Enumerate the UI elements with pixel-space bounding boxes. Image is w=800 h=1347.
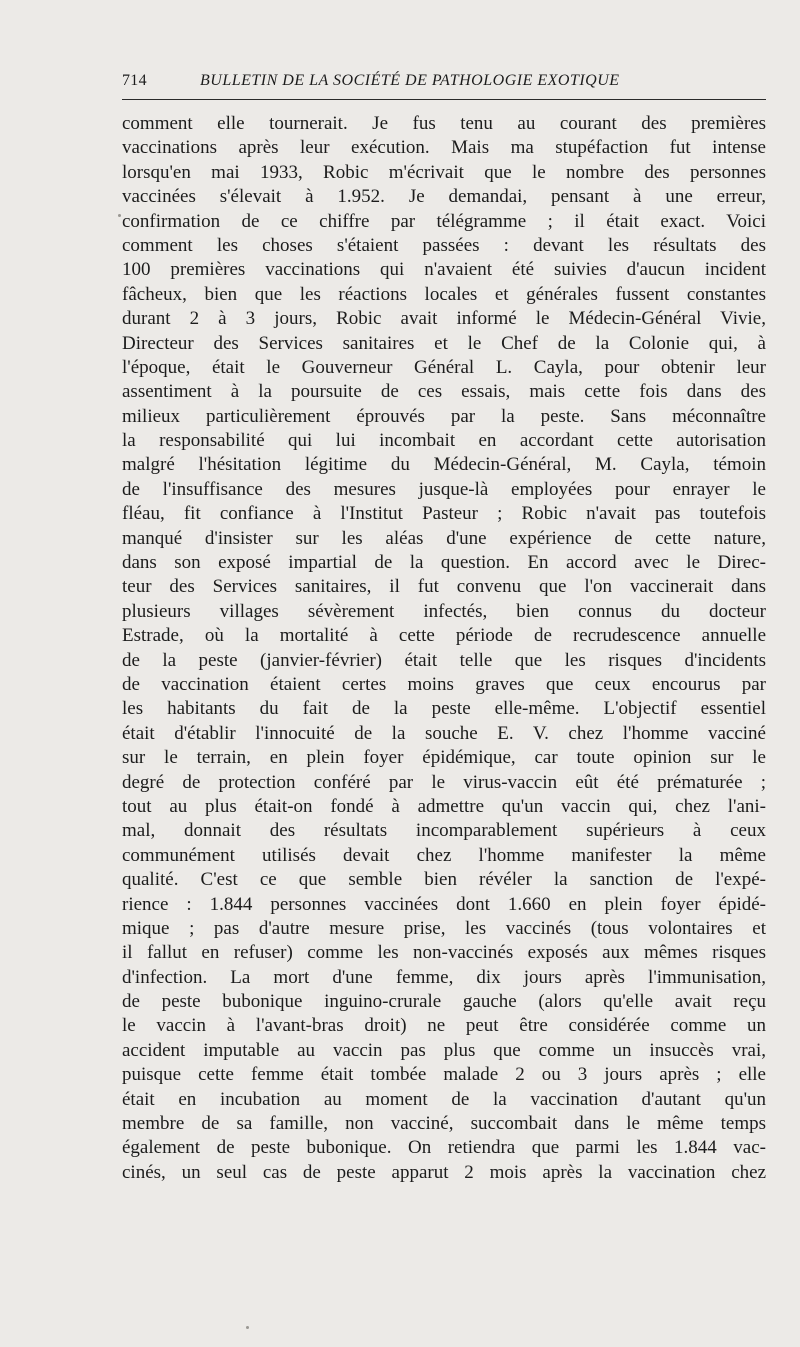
body-text bbox=[122, 112, 766, 1185]
paper-speck bbox=[118, 214, 121, 217]
text-line: l'époque, était le Gouverneur Général L. Cayla, pour obtenir leur bbox=[122, 356, 766, 378]
text-line: lorsqu'en mai 1933, Robic m'écrivait que le nombre des personnes bbox=[122, 161, 766, 183]
text-line: de l'insuffisance des mesures jusque-là employées pour enrayer le bbox=[122, 478, 766, 500]
text-line: communément utilisés devait chez l'homme manifester la même bbox=[122, 844, 766, 866]
text-line: les habitants du fait de la peste elle-même. L'objectif essentiel bbox=[122, 698, 766, 720]
text-line: était d'établir l'innocuité de la souche E. V. chez l'homme vacciné bbox=[122, 722, 766, 744]
text-line: sur le terrain, en plein foyer épidémique, car toute opinion sur le bbox=[122, 747, 766, 769]
text-line: fâcheux, bien que les réactions locales et générales fussent constantes bbox=[122, 283, 766, 305]
running-header bbox=[122, 70, 766, 96]
text-line: de la peste (janvier-février) était telle que les risques d'incidents bbox=[122, 649, 766, 671]
running-title: BULLETIN DE LA SOCIÉTÉ DE PATHOLOGIE EXOTIQUE bbox=[200, 72, 620, 89]
text-line: Estrade, où la mortalité à cette période de recrudescence annuelle bbox=[122, 625, 766, 647]
text-line: était en incubation au moment de la vaccination d'autant qu'un bbox=[122, 1088, 766, 1110]
text-line: la responsabilité qui lui incombait en accordant cette autorisation bbox=[122, 430, 766, 452]
text-line: également de peste bubonique. On retiendra que parmi les 1.844 vac- bbox=[122, 1137, 766, 1159]
paper-speck bbox=[246, 1326, 249, 1329]
text-line: confirmation de ce chiffre par télégramme ; il était exact. Voici bbox=[122, 210, 766, 232]
text-line: rience : 1.844 personnes vaccinées dont 1.660 en plein foyer épidé- bbox=[122, 893, 766, 915]
text-line: tout au plus était-on fondé à admettre qu'un vaccin qui, chez l'ani- bbox=[122, 795, 766, 817]
text-line: milieux particulièrement éprouvés par la peste. Sans méconnaître bbox=[122, 405, 766, 427]
text-line: de peste bubonique inguino-crurale gauche (alors qu'elle avait reçu bbox=[122, 991, 766, 1013]
text-line: il fallut en refuser) comme les non-vaccinés exposés aux mêmes risques bbox=[122, 942, 766, 964]
text-line: accident imputable au vaccin pas plus que comme un insuccès vrai, bbox=[122, 1039, 766, 1061]
text-line: fléau, fit confiance à l'Institut Pasteur ; Robic n'avait pas toutefois bbox=[122, 503, 766, 525]
text-line: manqué d'insister sur les aléas d'une expérience de cette nature, bbox=[122, 527, 766, 549]
text-line: durant 2 à 3 jours, Robic avait informé le Médecin-Général Vivie, bbox=[122, 308, 766, 330]
text-line: membre de sa famille, non vacciné, succombait dans le même temps bbox=[122, 1113, 766, 1135]
page-number: 714 bbox=[122, 72, 147, 89]
text-line: comment les choses s'étaient passées : devant les résultats des bbox=[122, 234, 766, 256]
text-line: malgré l'hésitation légitime du Médecin-Général, M. Cayla, témoin bbox=[122, 454, 766, 476]
text-line: mique ; pas d'autre mesure prise, les vaccinés (tous volontaires et bbox=[122, 917, 766, 939]
text-line: mal, donnait des résultats incomparablement supérieurs à ceux bbox=[122, 820, 766, 842]
text-line: qualité. C'est ce que semble bien révéler la sanction de l'expé- bbox=[122, 869, 766, 891]
text-line: teur des Services sanitaires, il fut convenu que l'on vaccinerait dans bbox=[122, 576, 766, 598]
text-line: degré de protection conféré par le virus-vaccin eût été prématurée ; bbox=[122, 771, 766, 793]
text-line: puisque cette femme était tombée malade 2 ou 3 jours après ; elle bbox=[122, 1064, 766, 1086]
text-line: plusieurs villages sévèrement infectés, bien connus du docteur bbox=[122, 600, 766, 622]
text-line: 100 premières vaccinations qui n'avaient été suivies d'aucun incident bbox=[122, 259, 766, 281]
text-line: le vaccin à l'avant-bras droit) ne peut être considérée comme un bbox=[122, 1015, 766, 1037]
text-line: comment elle tournerait. Je fus tenu au courant des premières bbox=[122, 113, 766, 134]
text-line: vaccinées s'élevait à 1.952. Je demandai, pensant à une erreur, bbox=[122, 186, 766, 208]
text-line: d'infection. La mort d'une femme, dix jours après l'immunisation, bbox=[122, 966, 766, 988]
text-line: de vaccination étaient certes moins graves que ceux encourus par bbox=[122, 673, 766, 695]
text-line: dans son exposé impartial de la question. En accord avec le Direc- bbox=[122, 552, 766, 574]
text-line: assentiment à la poursuite de ces essais, mais cette fois dans des bbox=[122, 381, 766, 403]
text-line: vaccinations après leur exécution. Mais ma stupéfaction fut intense bbox=[122, 137, 766, 159]
text-line: cinés, un seul cas de peste apparut 2 mois après la vaccination chez bbox=[122, 1161, 766, 1183]
text-line: Directeur des Services sanitaires et le Chef de la Colonie qui, à bbox=[122, 332, 766, 354]
header-rule bbox=[122, 99, 766, 100]
